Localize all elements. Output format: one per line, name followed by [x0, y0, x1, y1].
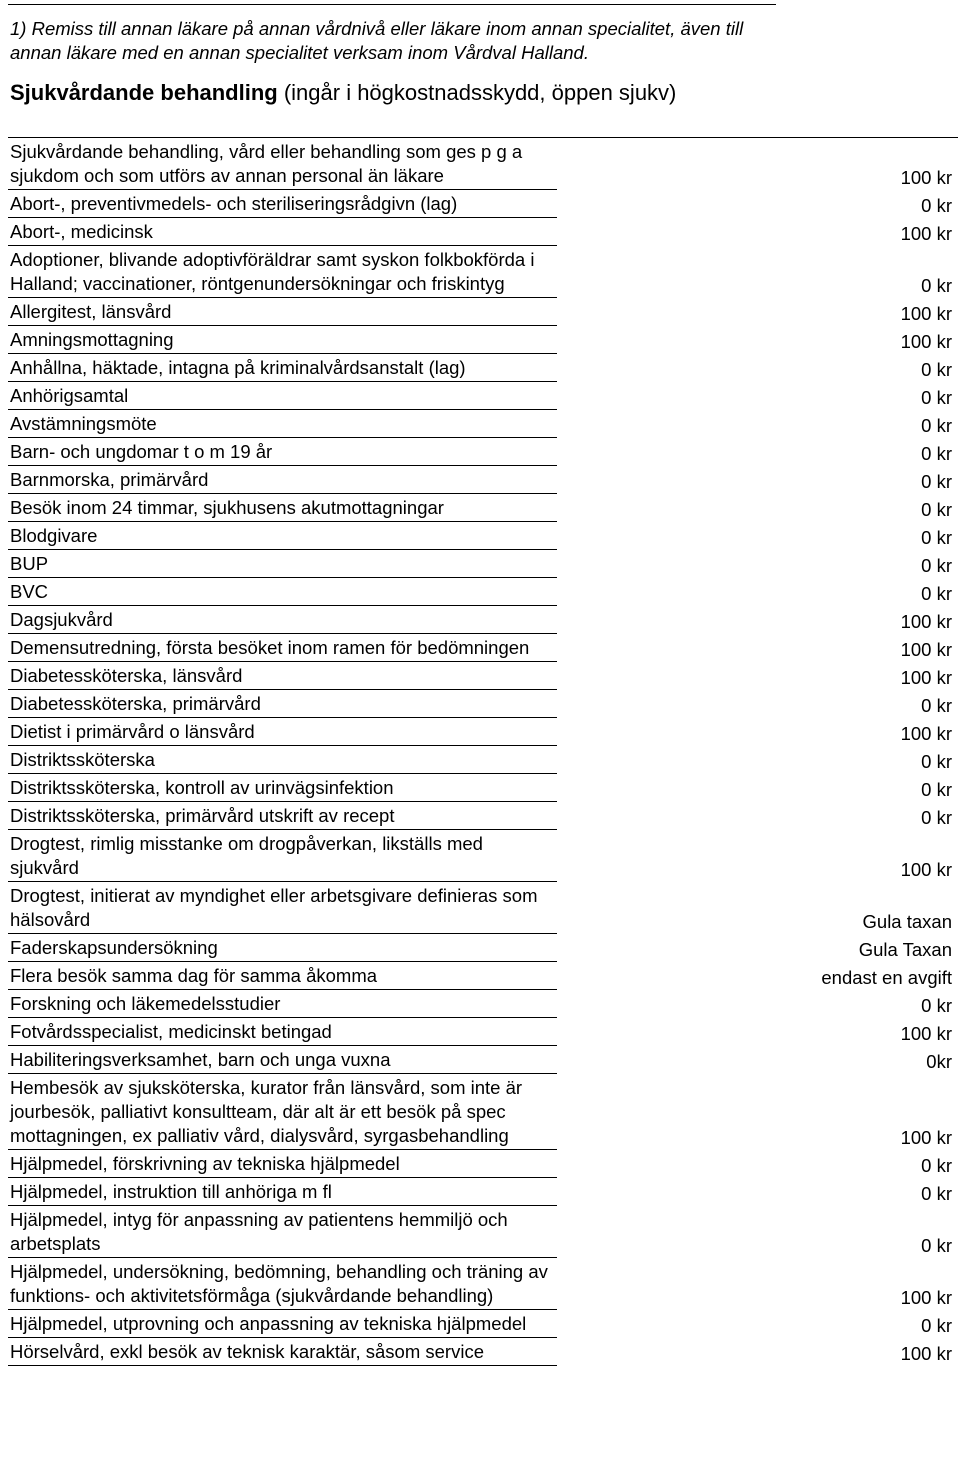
- table-row: [8, 1206, 958, 1258]
- table-row: [8, 382, 958, 410]
- spacer-cell: [557, 410, 800, 438]
- fee-cell: 0 kr: [921, 582, 952, 604]
- fee-cell: 0 kr: [921, 994, 952, 1016]
- category-cell: Drogtest, initierat av myndighet eller arbetsgivare definieras som hälsovård: [8, 882, 557, 934]
- table-row: [8, 138, 958, 190]
- fee-cell: 100 kr: [900, 638, 952, 660]
- category-cell: Diabetessköterska, primärvård: [8, 690, 557, 718]
- category-cell: BUP: [8, 550, 557, 578]
- fee-cell: 0 kr: [921, 358, 952, 380]
- fee-cell: 0 kr: [921, 1314, 952, 1336]
- table-row: [8, 774, 958, 802]
- fee-cell: 0 kr: [921, 414, 952, 436]
- fee-cell: 100 kr: [900, 1022, 952, 1044]
- table-row: [8, 550, 958, 578]
- category-cell: Hembesök av sjuksköterska, kurator från länsvård, som inte är jourbesök, palliativt konsultteam, där alt är ett besök på spec mottagningen, ex palliativ vård, dialysvård, syrgasbehandling: [8, 1074, 557, 1150]
- spacer-cell: [557, 1310, 800, 1338]
- table-row: [8, 578, 958, 606]
- spacer-cell: [557, 830, 800, 882]
- section-title-bold: Sjukvårdande behandling: [10, 80, 278, 105]
- category-cell: Adoptioner, blivande adoptivföräldrar samt syskon folkbokförda i Halland; vaccinationer, röntgenundersökningar och friskintyg: [8, 246, 557, 298]
- spacer-cell: [557, 882, 800, 934]
- spacer-cell: [557, 218, 800, 246]
- table-row: [8, 1150, 958, 1178]
- fee-cell: 0 kr: [921, 694, 952, 716]
- category-cell: Distriktssköterska, kontroll av urinvägsinfektion: [8, 774, 557, 802]
- spacer-cell: [557, 1178, 800, 1206]
- table-row: [8, 830, 958, 882]
- fee-cell: 100 kr: [900, 610, 952, 632]
- fee-cell: 0 kr: [921, 386, 952, 408]
- fee-cell: Gula Taxan: [858, 938, 952, 960]
- spacer-cell: [557, 634, 800, 662]
- fee-cell: 100 kr: [900, 302, 952, 324]
- fee-cell: 100 kr: [900, 1286, 952, 1308]
- category-cell: Distriktssköterska: [8, 746, 557, 774]
- table-row: [8, 802, 958, 830]
- spacer-cell: [557, 246, 800, 298]
- top-rule: [8, 4, 776, 5]
- fee-cell: 0 kr: [921, 470, 952, 492]
- fee-cell: 100 kr: [900, 666, 952, 688]
- fee-cell: 100 kr: [900, 858, 952, 880]
- fee-cell: 0 kr: [921, 442, 952, 464]
- table-row: [8, 1338, 958, 1366]
- table-row: [8, 990, 958, 1018]
- category-cell: Barnmorska, primärvård: [8, 466, 557, 494]
- spacer-cell: [557, 494, 800, 522]
- fee-cell: 100 kr: [900, 722, 952, 744]
- category-cell: Dietist i primärvård o länsvård: [8, 718, 557, 746]
- spacer-cell: [557, 326, 800, 354]
- table-row: [8, 662, 958, 690]
- spacer-cell: [557, 962, 800, 990]
- table-row: [8, 466, 958, 494]
- category-cell: Hörselvård, exkl besök av teknisk karaktär, såsom service: [8, 1338, 557, 1366]
- section-heading: [10, 79, 940, 107]
- table-row: [8, 690, 958, 718]
- table-row: [8, 1018, 958, 1046]
- fee-cell: 100 kr: [900, 222, 952, 244]
- fee-cell: 0 kr: [921, 274, 952, 296]
- category-cell: Hjälpmedel, intyg för anpassning av patientens hemmiljö och arbetsplats: [8, 1206, 557, 1258]
- spacer-cell: [557, 298, 800, 326]
- table-row: [8, 190, 958, 218]
- category-cell: Anhållna, häktade, intagna på kriminalvårdsanstalt (lag): [8, 354, 557, 382]
- table-row: [8, 746, 958, 774]
- category-cell: Abort-, medicinsk: [8, 218, 557, 246]
- table-row: [8, 298, 958, 326]
- fee-cell: 0 kr: [921, 554, 952, 576]
- spacer-cell: [557, 138, 800, 190]
- table-row: [8, 438, 958, 466]
- spacer-cell: [557, 550, 800, 578]
- table-row: [8, 326, 958, 354]
- spacer-cell: [557, 718, 800, 746]
- fee-cell: 0 kr: [921, 1234, 952, 1256]
- section-title-rest: (ingår i högkostnadsskydd, öppen sjukv): [277, 80, 677, 105]
- fee-table: [8, 138, 958, 1366]
- category-cell: Sjukvårdande behandling, vård eller behandling som ges p g a sjukdom och som utförs av annan personal än läkare: [8, 138, 557, 190]
- spacer-cell: [557, 522, 800, 550]
- spacer-cell: [557, 606, 800, 634]
- spacer-cell: [557, 1258, 800, 1310]
- spacer-cell: [557, 578, 800, 606]
- category-cell: Blodgivare: [8, 522, 557, 550]
- table-row: [8, 882, 958, 934]
- table-row: [8, 718, 958, 746]
- table-row: [8, 522, 958, 550]
- table-row: [8, 410, 958, 438]
- category-cell: Drogtest, rimlig misstanke om drogpåverkan, likställs med sjukvård: [8, 830, 557, 882]
- spacer-cell: [557, 990, 800, 1018]
- table-row: [8, 1178, 958, 1206]
- spacer-cell: [557, 774, 800, 802]
- category-cell: Dagsjukvård: [8, 606, 557, 634]
- spacer-cell: [557, 1074, 800, 1150]
- fee-cell: 0kr: [926, 1050, 952, 1072]
- fee-cell: 0 kr: [921, 498, 952, 520]
- fee-cell: 0 kr: [921, 778, 952, 800]
- category-cell: Diabetessköterska, länsvård: [8, 662, 557, 690]
- category-cell: Hjälpmedel, förskrivning av tekniska hjälpmedel: [8, 1150, 557, 1178]
- category-cell: Forskning och läkemedelsstudier: [8, 990, 557, 1018]
- fee-cell: 100 kr: [900, 330, 952, 352]
- category-cell: Abort-, preventivmedels- och steriliseringsrådgivn (lag): [8, 190, 557, 218]
- fee-cell: 100 kr: [900, 1126, 952, 1148]
- spacer-cell: [557, 190, 800, 218]
- category-cell: BVC: [8, 578, 557, 606]
- footnote: 1) Remiss till annan läkare på annan vårdnivå eller läkare inom annan specialitet, även till annan läkare med en annan specialitet verksam inom Vårdval Halland.: [10, 18, 744, 63]
- table-row: [8, 1074, 958, 1150]
- category-cell: Flera besök samma dag för samma åkomma: [8, 962, 557, 990]
- table-row: [8, 218, 958, 246]
- category-cell: Avstämningsmöte: [8, 410, 557, 438]
- table-row: [8, 246, 958, 298]
- spacer-cell: [557, 382, 800, 410]
- table-row: [8, 962, 958, 990]
- spacer-cell: [557, 1150, 800, 1178]
- fee-cell: Gula taxan: [862, 910, 952, 932]
- category-cell: Distriktssköterska, primärvård utskrift av recept: [8, 802, 557, 830]
- spacer-cell: [557, 1018, 800, 1046]
- category-cell: Habiliteringsverksamhet, barn och unga vuxna: [8, 1046, 557, 1074]
- table-row: [8, 494, 958, 522]
- category-cell: Hjälpmedel, utprovning och anpassning av tekniska hjälpmedel: [8, 1310, 557, 1338]
- spacer-cell: [557, 802, 800, 830]
- category-cell: Hjälpmedel, undersökning, bedömning, behandling och träning av funktions- och aktivitetsförmåga (sjukvårdande behandling): [8, 1258, 557, 1310]
- table-row: [8, 934, 958, 962]
- spacer-cell: [557, 662, 800, 690]
- fee-cell: 0 kr: [921, 194, 952, 216]
- category-cell: Anhörigsamtal: [8, 382, 557, 410]
- spacer-cell: [557, 1206, 800, 1258]
- spacer-cell: [557, 438, 800, 466]
- spacer-cell: [557, 354, 800, 382]
- category-cell: Barn- och ungdomar t o m 19 år: [8, 438, 557, 466]
- fee-cell: 0 kr: [921, 806, 952, 828]
- table-row: [8, 1310, 958, 1338]
- category-cell: Besök inom 24 timmar, sjukhusens akutmottagningar: [8, 494, 557, 522]
- fee-cell: endast en avgift: [821, 966, 952, 988]
- category-cell: Faderskapsundersökning: [8, 934, 557, 962]
- spacer-cell: [557, 934, 800, 962]
- table-row: [8, 1046, 958, 1074]
- fee-cell: 0 kr: [921, 1154, 952, 1176]
- spacer-cell: [557, 1338, 800, 1366]
- category-cell: Amningsmottagning: [8, 326, 557, 354]
- table-row: [8, 606, 958, 634]
- fee-cell: 100 kr: [900, 1342, 952, 1364]
- table-row: [8, 634, 958, 662]
- table-row: [8, 354, 958, 382]
- category-cell: Hjälpmedel, instruktion till anhöriga m fl: [8, 1178, 557, 1206]
- table-row: [8, 1258, 958, 1310]
- fee-cell: 0 kr: [921, 750, 952, 772]
- spacer-cell: [557, 466, 800, 494]
- fee-cell: 0 kr: [921, 1182, 952, 1204]
- spacer-cell: [557, 690, 800, 718]
- spacer-cell: [557, 746, 800, 774]
- fee-cell: 100 kr: [900, 166, 952, 188]
- spacer-cell: [557, 1046, 800, 1074]
- category-cell: Allergitest, länsvård: [8, 298, 557, 326]
- fee-cell: 0 kr: [921, 526, 952, 548]
- category-cell: Fotvårdsspecialist, medicinskt betingad: [8, 1018, 557, 1046]
- category-cell: Demensutredning, första besöket inom ramen för bedömningen: [8, 634, 557, 662]
